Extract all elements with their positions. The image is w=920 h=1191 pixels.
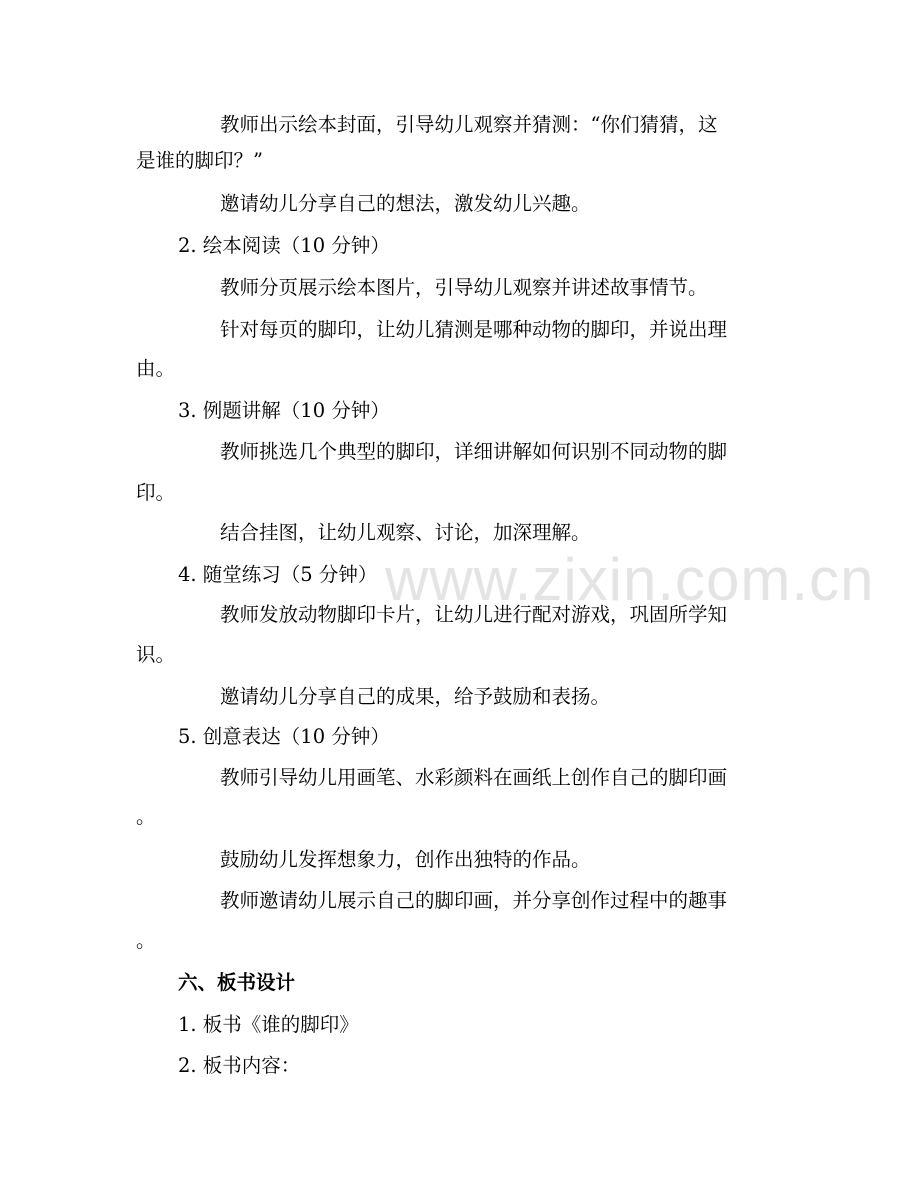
paragraph-line: 结合挂图，让幼儿观察、讨论，加深理解。 <box>220 521 591 544</box>
paragraph-line: 邀请幼儿分享自己的成果，给予鼓励和表扬。 <box>220 685 611 708</box>
paragraph-line: 由。 <box>136 357 176 380</box>
paragraph-line: 教师分页展示绘本图片，引导幼儿观察并讲述故事情节。 <box>220 276 708 299</box>
paragraph-line: 教师引导幼儿用画笔、水彩颜料在画纸上创作自己的脚印画 <box>220 766 728 789</box>
watermark: www.zixin.com.cn <box>385 546 875 613</box>
paragraph-line: 教师挑选几个典型的脚印，详细讲解如何识别不同动物的脚 <box>220 440 728 463</box>
paragraph-line: 鼓励幼儿发挥想象力，创作出独特的作品。 <box>220 848 591 871</box>
paragraph-line: 。 <box>136 805 156 828</box>
section-heading: 六、板书设计 <box>178 971 296 994</box>
list-item: 2. 板书内容： <box>178 1054 301 1077</box>
list-item-heading: 4. 随堂练习（5 分钟） <box>178 563 378 586</box>
list-item-heading: 2. 绘本阅读（10 分钟） <box>178 234 390 257</box>
list-item: 1. 板书《谁的脚印》 <box>178 1013 359 1036</box>
paragraph-line: 教师发放动物脚印卡片，让幼儿进行配对游戏，巩固所学知 <box>220 603 728 626</box>
paragraph-line: 邀请幼儿分享自己的想法，激发幼儿兴趣。 <box>220 192 591 215</box>
list-item-heading: 3. 例题讲解（10 分钟） <box>178 399 390 422</box>
paragraph-line: 针对每页的脚印，让幼儿猜测是哪种动物的脚印，并说出理 <box>220 318 728 341</box>
paragraph-line: 教师出示绘本封面，引导幼儿观察并猜测：“你们猜猜，这 <box>220 113 718 136</box>
paragraph-line: 教师邀请幼儿展示自己的脚印画，并分享创作过程中的趣事 <box>220 889 728 912</box>
paragraph-line: 印。 <box>136 481 176 504</box>
list-item-heading: 5. 创意表达（10 分钟） <box>178 725 390 748</box>
paragraph-line: 识。 <box>136 643 176 666</box>
paragraph-line: 。 <box>136 929 156 952</box>
paragraph-line: 是谁的脚印？” <box>136 149 263 172</box>
